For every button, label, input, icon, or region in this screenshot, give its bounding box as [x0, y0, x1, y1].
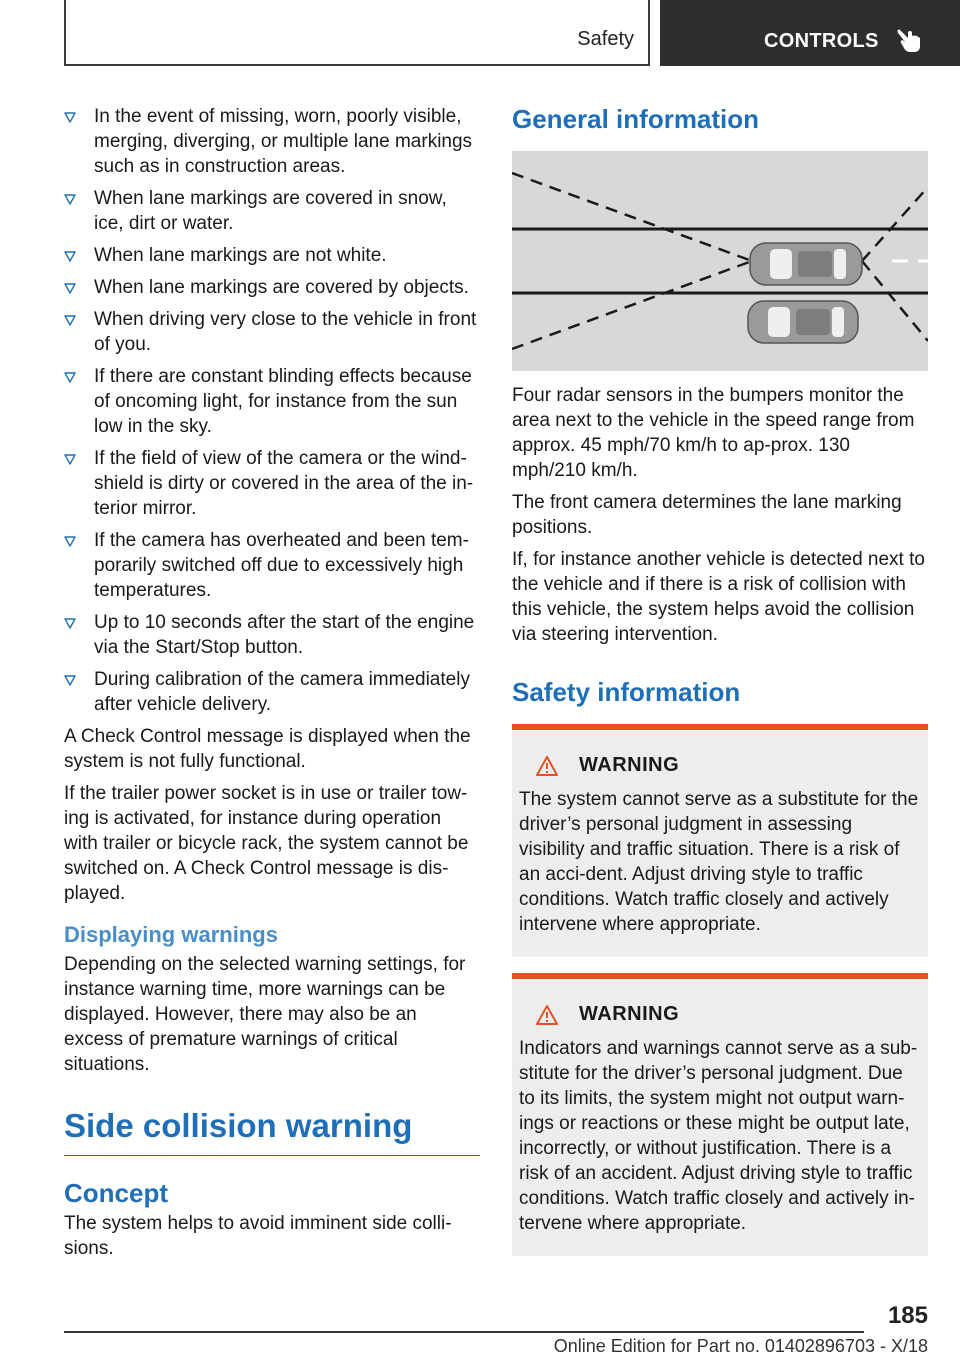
general-info-p3: If, for instance another vehicle is detected next to the vehicle and if there is a risk of collision with this vehicle, the system helps avoid the collision via steering intervention.: [512, 549, 925, 645]
left-column: [64, 104, 480, 1268]
warning-title: WARNING: [579, 1003, 680, 1025]
limitation-text: If the field of view of the camera or the wind-shield is dirty or covered in the area of the in-terior mirror.: [94, 448, 474, 519]
limitation-text: Up to 10 seconds after the start of the engine via the Start/Stop button.: [94, 612, 475, 658]
limitation-list-item: [64, 610, 480, 660]
radar-coverage-illustration: [512, 151, 928, 371]
limitations-list: [64, 104, 480, 717]
vehicle-upper: [750, 243, 862, 285]
warning-triangle-icon: [535, 755, 559, 777]
limitation-list-item: [64, 528, 480, 603]
triangle-bullet-icon: [64, 675, 76, 686]
header-chapter-title: CONTROLS: [764, 30, 879, 52]
footer-divider: [64, 1331, 864, 1333]
limitation-list-item: [64, 667, 480, 717]
pointing-hand-icon: [896, 26, 922, 54]
concept-text: The system helps to avoid imminent side colli-sions.: [64, 1213, 452, 1259]
triangle-bullet-icon: [64, 618, 76, 629]
limitation-text: When lane markings are not white.: [94, 245, 387, 266]
triangle-bullet-icon: [64, 251, 76, 262]
triangle-bullet-icon: [64, 372, 76, 383]
radar-coverage-diagram: [512, 151, 928, 371]
warning-triangle-icon: [535, 1004, 559, 1026]
limitation-text: During calibration of the camera immediately after vehicle delivery.: [94, 669, 470, 715]
vehicle-lower: [748, 301, 858, 343]
displaying-warnings-text: Depending on the selected warning settings, for instance warning time, more warnings can be displayed. However, there may also be an excess of premature warnings of critical situations.: [64, 954, 466, 1075]
header-chapter-box: [660, 0, 960, 66]
limitation-list-item: [64, 446, 480, 521]
triangle-bullet-icon: [64, 536, 76, 547]
trailer-paragraph: If the trailer power socket is in use or trailer tow-ing is activated, for instance during operation with trailer or bicycle rack, the system cannot be switched on. A Check Control message is dis-played.: [64, 783, 469, 904]
triangle-bullet-icon: [64, 283, 76, 294]
triangle-bullet-icon: [64, 194, 76, 205]
footer-edition: Online Edition for Part no. 01402896703 - X/18: [553, 1336, 928, 1356]
triangle-bullet-icon: [64, 315, 76, 326]
limitation-text: When lane markings are covered in snow, ice, dirt or water.: [94, 188, 447, 234]
check-control-paragraph: A Check Control message is displayed when the system is not fully functional.: [64, 726, 471, 772]
limitation-text: When driving very close to the vehicle in front of you.: [94, 309, 477, 355]
safety-information-heading: Safety information: [512, 677, 741, 707]
limitation-text: If there are constant blinding effects because of oncoming light, for instance from the sun low in the sky.: [94, 366, 472, 437]
general-info-p2: The front camera determines the lane marking positions.: [512, 492, 902, 538]
page-number: 185: [887, 1302, 928, 1329]
warning-title: WARNING: [579, 754, 680, 776]
limitation-list-item: [64, 104, 480, 179]
limitation-text: In the event of missing, worn, poorly visible, merging, diverging, or multiple lane markings such as in construction areas.: [94, 106, 473, 177]
warning-text: The system cannot serve as a substitute for the driver’s personal judgment in assessing visibility and traffic situation. There is a risk of an acci-dent. Adjust driving style to traffic conditions. Watch traffic closely and actively intervene where appropriate.: [519, 789, 919, 935]
limitation-list-item: [64, 243, 480, 268]
limitation-list-item: [64, 186, 480, 236]
triangle-bullet-icon: [64, 454, 76, 465]
side-collision-warning-heading: Side collision warning: [64, 1107, 480, 1156]
warning-text: Indicators and warnings cannot serve as a sub-stitute for the driver’s personal judgment. Due to its limits, the system might not output warn-ings or reactions or these might be output late, incorrectly, or without justification. There is a risk of an accident. Adjust driving style to traffic conditions. Watch traffic closely and actively in-tervene where appropriate.: [519, 1038, 918, 1234]
concept-heading: Concept: [64, 1178, 168, 1208]
general-info-p1: Four radar sensors in the bumpers monitor the area next to the vehicle in the speed range from approx. 45 mph/70 km/h to ap-prox. 130 mph/210 km/h.: [512, 385, 915, 481]
general-information-heading: General information: [512, 104, 760, 134]
limitation-text: When lane markings are covered by objects.: [94, 277, 469, 298]
limitation-list-item: [64, 307, 480, 357]
limitation-list-item: [64, 364, 480, 439]
header-section-title: Safety: [577, 28, 634, 50]
triangle-bullet-icon: [64, 112, 76, 123]
header-section-box: [64, 0, 650, 66]
limitation-text: If the camera has overheated and been tem-porarily switched off due to excessively high temperatures.: [94, 530, 469, 601]
warning-box-1: [512, 724, 928, 957]
displaying-warnings-heading: Displaying warnings: [64, 922, 278, 947]
right-column: [512, 104, 928, 1268]
warning-box-2: [512, 973, 928, 1256]
limitation-list-item: [64, 275, 480, 300]
